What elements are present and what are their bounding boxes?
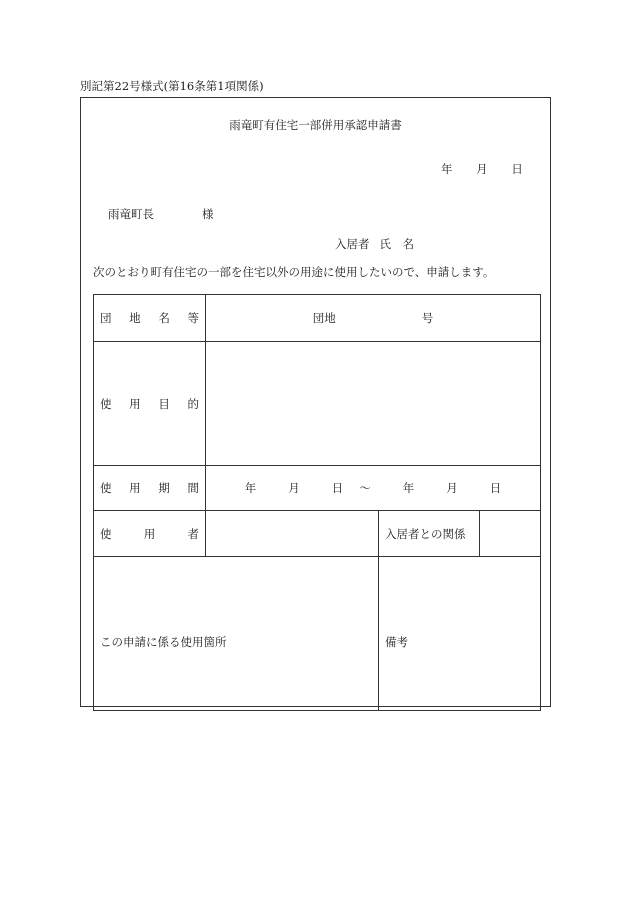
addressee [108,206,214,222]
application-statement: 次のとおり町有住宅の一部を住宅以外の用途に使用したいので、申請します。 [93,265,495,279]
addressee-honorific: 様 [202,207,214,221]
table-row [94,557,541,711]
purpose-label: 使 用 目 的 [94,342,206,466]
applicant-name-line[interactable] [335,236,414,252]
form-number-caption: 別記第22号様式(第16条第1項関係) [80,79,264,93]
form-title: 雨竜町有住宅一部併用承認申請書 [229,118,402,132]
remarks-field[interactable] [379,557,541,711]
applicant-label: 入居者 [335,237,370,251]
remarks-label: 備考 [385,634,408,649]
application-table [93,294,541,711]
usage-location-field[interactable] [94,557,379,711]
period-field[interactable]: 年 月 日 ～ 年 月 日 [206,466,541,511]
table-row [94,511,541,557]
application-form-frame [80,97,551,707]
estate-name-label: 団 地 名 等 [94,295,206,342]
relation-field[interactable] [480,511,541,557]
user-label: 使 用 者 [94,511,206,557]
table-row [94,466,541,511]
date-month[interactable]: 月 [476,162,488,176]
date-day[interactable]: 日 [511,162,523,176]
danchi-label: 団地 [312,311,336,325]
date-line [441,161,523,177]
addressee-name: 雨竜町長 [108,207,154,221]
table-row [94,295,541,342]
table-row [94,342,541,466]
period-label: 使 用 期 間 [94,466,206,511]
estate-name-field[interactable] [206,295,541,342]
user-field[interactable] [206,511,379,557]
usage-location-label: この申請に係る使用箇所 [100,634,227,649]
applicant-name-label: 氏 名 [379,237,414,251]
relation-label: 入居者との関係 [379,511,480,557]
purpose-field[interactable] [206,342,541,466]
unit-number-label: 号 [421,311,434,325]
date-year[interactable]: 年 [441,162,453,176]
